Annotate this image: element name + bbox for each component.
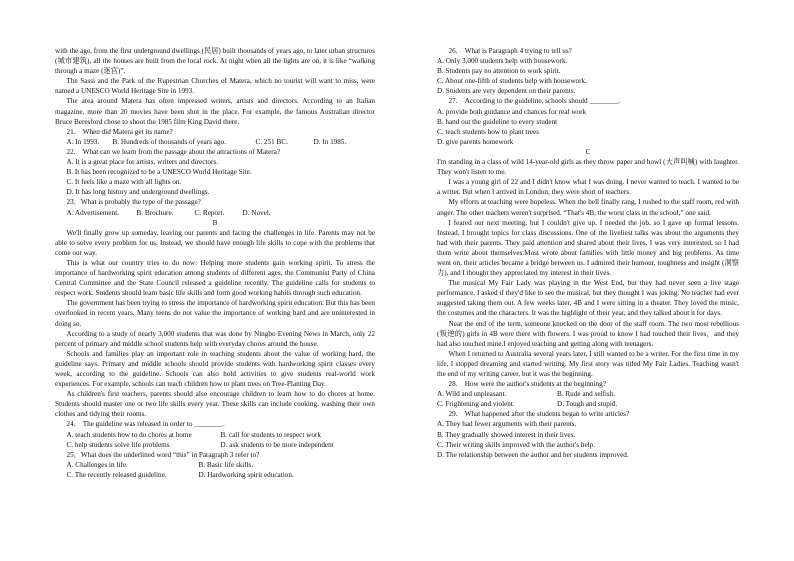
question-21-options bbox=[55, 137, 375, 147]
option: B. Hundreds of thousands of years ago. bbox=[112, 137, 226, 146]
passage-c-paragraph: Near the end of the term, someone knocked on the door of the staff room. The two most rebellious (叛逆的) girls in 4B were there with flowers. I was proud to know I had touched their lives，and they had also touched mine.I enjoyed teaching and getting along with teenagers. bbox=[437, 319, 739, 348]
passage-c-paragraph: I feared our next meeting, but I couldn't give up. I needed the job, so I gave up formal lessons. Instead, I brought topics for class discussions. One of the liveliest talks was about the arguments they had with their parents. They paid attention and shared about their lives. I was very interested, so I had them write about themselves.Most wrote about families with little money and big problems. As time went on, their articles became a bridge between us. I admired their humour, toughness and insight (洞察力), and I thought they appreciated my interest in their lives. bbox=[437, 218, 739, 278]
question-24-options bbox=[55, 430, 375, 440]
option: A. Challenges in life. bbox=[66, 460, 128, 469]
option: D. ask students to be more independent bbox=[220, 440, 334, 449]
question-25-options bbox=[55, 460, 375, 470]
option: B. Students pay no attention to work spirit. bbox=[437, 67, 561, 76]
question-29-stem: 29. What happened after the students began to write articles? bbox=[448, 410, 630, 419]
passage-c-paragraph: When I returned to Australia several years later, I still wanted to be a writer. For the first time in my life, I stopped dreaming and started writing. My first story was titled My Fair Ladies. Teaching wasn't the end of my writing career, but it was the beginning. bbox=[437, 349, 739, 378]
option: A. teach students how to do chores at home bbox=[66, 430, 192, 439]
option: C. About one-fifth of students help with housework. bbox=[437, 77, 587, 86]
option: A. They had fewer arguments with their parents. bbox=[437, 420, 577, 429]
question-21-stem: 21. When did Matera get its name? bbox=[66, 127, 173, 136]
passage-c-paragraph: I'm standing in a class of wild 14-year-old girls as they throw paper and howl (大声叫喊) with laughter. They won't listen to me. bbox=[437, 158, 739, 177]
option: A. Only 3,000 students help with housework. bbox=[437, 57, 568, 66]
passage-b-paragraph: The government has been trying to stress the importance of hardworking spirit education. But this has been overlooked in recent years. Many teens do not value the importance of working hard and are uninterested in doing so. bbox=[55, 299, 375, 328]
question-24-stem: 24. The guideline was released in order to ________. bbox=[66, 420, 225, 429]
option: D. Hardworking spirit education. bbox=[198, 470, 294, 479]
question-25-options bbox=[55, 470, 375, 480]
passage-b-paragraph: Schools and families play an important role in teaching students about the value of working hard, the guideline says. Primary and middle schools should provide students with hardworking spirit classes every week, according to the guideline. Schools can also hold activities to give students real-world work experiences. For example, schools can teach children how to plant trees on Tree-Planting Day. bbox=[55, 349, 375, 389]
option: A. provide both guidance and chances for real work bbox=[437, 107, 587, 116]
option: B. They gradually showed interest in their lives. bbox=[437, 430, 576, 439]
option: A. It is a great place for artists, writers and directors. bbox=[66, 158, 218, 167]
option: B. It has been recognized to be a UNESCO World Heritage Site. bbox=[66, 168, 252, 177]
question-26-stem: 26. What is Paragraph 4 trying to tell us? bbox=[448, 47, 572, 55]
option: D. It has long history and underground dwellings. bbox=[66, 188, 210, 197]
option: C. 251 BC. bbox=[255, 137, 288, 146]
option: A. Wild and unpleasant. bbox=[437, 390, 507, 399]
option: D. In 1985. bbox=[313, 137, 347, 146]
option: A. In 1993. bbox=[66, 137, 100, 146]
question-28-options bbox=[437, 389, 739, 399]
section-b-label: B bbox=[212, 218, 218, 227]
option: C. Their writing skills improved with the author's help. bbox=[437, 440, 596, 449]
option: C. teach students how to plant trees bbox=[437, 127, 540, 136]
option: C. It feels like a maze with all lights on. bbox=[66, 178, 182, 187]
option: B. Brochure. bbox=[136, 208, 174, 217]
passage-b-paragraph: We'll finally grow up someday, leaving our parents and facing the challenges in life. Parents may not be able to solve every problem for us. Instead, we should have enough life skills to cope with the problems that come our way. bbox=[55, 228, 375, 257]
option: D. Tough and stupid. bbox=[557, 400, 618, 409]
passage-a-paragraph: with the age, from the first underground dwellings (民居) built thousands of years ago, to later urban structures (城市建筑), all the houses are built from the local rock. At night when all the lights are on, it is like “walking through a maze (迷宫)”. bbox=[55, 47, 375, 76]
passage-c-paragraph: The musical My Fair Lady was playing in the West End, but they had never seen a live stage performance. I asked if they'd like to see the musical, but they thought I was joking. No teacher had ever suggested taking them out. A few weeks later, 4B and I were sitting in a theater. They loved the music, the costumes and the characters. It was the highlight of their year, and they talked about it for days. bbox=[437, 279, 739, 318]
passage-b-paragraph: As children's first teachers, parents should also encourage children to learn how to do chores at home. Students should master one or two life skills every year. These skills can include cooking, washing their own clothes and tidying their rooms. bbox=[55, 390, 375, 419]
option: D. Students are very dependent on their parents. bbox=[437, 87, 576, 96]
option: D. give parents homework bbox=[437, 137, 514, 146]
passage-c-paragraph: I was a young girl of 22 and I didn't know what I was doing. I never wanted to teach. I wanted to be a writer. But when I arrived in London, they were short of teachers. bbox=[437, 178, 739, 197]
option: B. Rude and selfish. bbox=[557, 390, 616, 399]
passage-c-paragraph: My efforts at teaching were hopeless. When the bell finally rang, I rushed to the staff room, red with anger. The other teachers weren't surprised. “That's 4B, the worst class in the school,” one said. bbox=[437, 198, 739, 217]
option: C. Report. bbox=[194, 208, 225, 217]
question-28-options bbox=[437, 399, 739, 409]
section-c-label: C bbox=[585, 147, 591, 156]
right-column bbox=[437, 46, 739, 460]
option: D. The relationship between the author and her students improved. bbox=[437, 450, 629, 459]
option: A. Advertisement. bbox=[66, 208, 120, 217]
option: C. help students solve life problems bbox=[66, 440, 170, 449]
question-24-options bbox=[55, 440, 375, 450]
question-23-options bbox=[55, 208, 375, 218]
option: B. call for students to respect work bbox=[220, 430, 321, 439]
passage-a-paragraph: The Sassi and the Park of the Rupestrian Churches of Matera, which no tourist will want to miss, were named a UNESCO World Heritage Site in 1993. bbox=[55, 77, 375, 96]
question-28-stem: 28. How were the author's students at the beginning? bbox=[448, 380, 606, 389]
question-27-stem: 27. According to the guideline, schools should ________. bbox=[448, 97, 620, 106]
option: C. The recently released guideline. bbox=[66, 470, 167, 479]
left-column bbox=[55, 46, 375, 480]
passage-b-paragraph: According to a study of nearly 3,000 students that was done by Ningbo Evening News in March, only 22 percent of primary and middle school students help with everyday chores around the house. bbox=[55, 329, 375, 348]
option: D. Novel. bbox=[242, 208, 271, 217]
question-23-stem: 23．What is probably the type of the passage? bbox=[66, 198, 201, 207]
question-25-stem: 25．What does the underlined word “this” in Paragraph 3 refer to? bbox=[66, 450, 260, 459]
option: C. Frightening and violent. bbox=[437, 400, 515, 409]
option: B. Basic life skills. bbox=[198, 460, 254, 469]
question-22-stem: 22. What can we learn from the passage about the attractions of Matera? bbox=[66, 147, 281, 156]
passage-b-paragraph: This is what our country tries to do now: Helping more students gain working spirit. To stress the importance of hardworking spirit education among students of different ages, the Communist Party of China Central Committee and the State Council released a guideline recently. The guideline calls for students to respect work. Students should learn basic life skills and form good working habits through such education. bbox=[55, 258, 375, 298]
option: B. hand out the guideline to every student bbox=[437, 117, 558, 126]
passage-a-paragraph: The area around Matera has often impressed writers, artists and directors. According to an Italian magazine, more than 20 movies have been shot in the place. For example, the famous Australian director Bruce Beresford chose to shoot the 1985 film King David there. bbox=[55, 97, 375, 126]
